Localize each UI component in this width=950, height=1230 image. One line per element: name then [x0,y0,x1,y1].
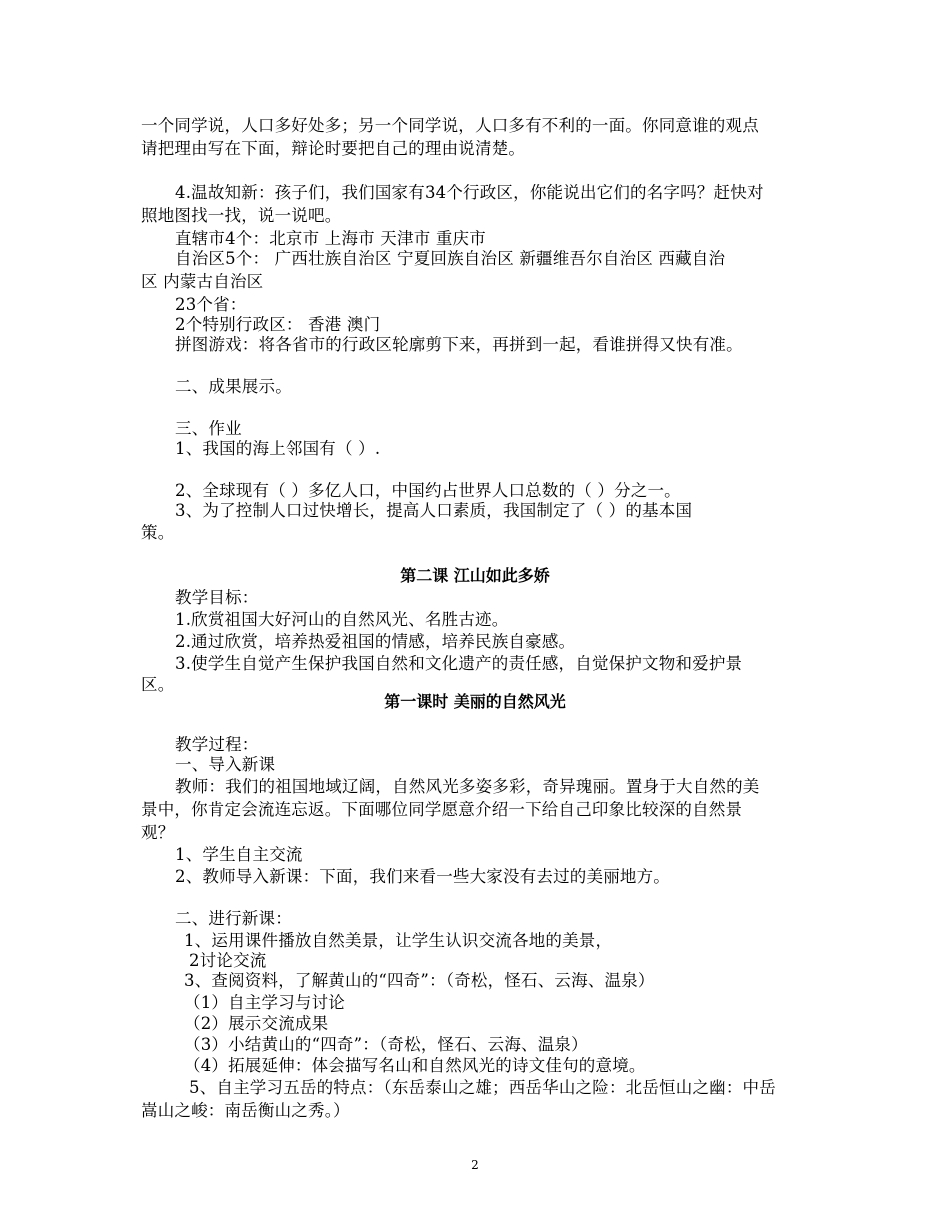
text-line: 一、导入新课 [175,755,276,774]
text-line: 1、运用课件播放自然美景，让学生认识交流各地的美景， [184,931,613,950]
text-line: 照地图找一找，说一说吧。 [141,206,342,225]
text-line: 拼图游戏：将各省市的行政区轮廓剪下来，再拼到一起，看谁拼得又快有准。 [175,335,743,354]
text-line: （3）小结黄山的“四奇”：（奇松，怪石、云海、温泉） [184,1035,588,1054]
text-line: 1、我国的海上邻国有（ ）. [175,439,381,458]
text-line: 请把理由写在下面，辩论时要把自己的理由说清楚。 [141,139,526,158]
text-line: 3.使学生自觉产生保护我国自然和文化遗产的责任感，自觉保护文物和爱护景 [175,654,743,673]
text-line: 2.通过欣赏，培养热爱祖国的情感，培养民族自豪感。 [175,632,576,651]
period-heading: 第一课时 美丽的自然风光 [384,692,566,711]
text-line: 4.温故知新：孩子们，我们国家有34个行政区，你能说出它们的名字吗？赶快对 [175,183,764,202]
text-line: 5、自主学习五岳的特点：（东岳泰山之雄；西岳华山之险：北岳恒山之幽：中岳 [189,1078,776,1097]
text-line: 景中，你肯定会流连忘返。下面哪位同学愿意介绍一下给自己印象比较深的自然景 [141,800,743,819]
text-line: 教学过程： [175,735,259,754]
text-line: 观？ [141,823,175,842]
text-line: 自治区5个： 广西壮族自治区 宁夏回族自治区 新疆维吾尔自治区 西藏自治 [175,249,726,268]
text-line: 1.欣赏祖国大好河山的自然风光、名胜古迹。 [175,610,509,629]
lesson-heading: 第二课 江山如此多娇 [400,566,550,585]
text-line: 教学目标： [175,588,259,607]
text-line: 2个特别行政区： 香港 澳门 [175,315,381,334]
text-line: 直辖市4个：北京市 上海市 天津市 重庆市 [175,229,486,248]
text-line: 3、为了控制人口过快增长，提高人口素质，我国制定了（ ）的基本国 [175,501,693,520]
text-line: （4）拓展延伸：体会描写名山和自然风光的诗文佳句的意境。 [184,1056,646,1075]
text-line: 二、成果展示。 [175,377,292,396]
text-line: 2讨论交流 [189,951,267,970]
text-line: 1、学生自主交流 [175,845,303,864]
text-line: 区。 [141,675,175,694]
text-line: 一个同学说，人口多好处多；另一个同学说，人口多有不利的一面。你同意谁的观点 [141,116,759,135]
text-line: 三、作业 [175,419,242,438]
text-line: 3、查阅资料，了解黄山的“四奇”：（奇松，怪石、云海、温泉） [184,971,655,990]
text-line: 策。 [141,523,175,542]
text-line: 2、教师导入新课：下面，我们来看一些大家没有去过的美丽地方。 [175,867,670,886]
text-line: 23个省： [175,295,247,314]
text-line: 二、进行新课： [175,909,292,928]
text-line: 2、全球现有（ ）多亿人口，中国约占世界人口总数的（ ）分之一。 [175,481,681,500]
text-line: （2）展示交流成果 [184,1014,329,1033]
text-line: 教师：我们的祖国地域辽阔，自然风光多姿多彩，奇异瑰丽。置身于大自然的美 [175,777,760,796]
text-line: 区 内蒙古自治区 [141,272,264,291]
page-number: 2 [471,1158,479,1172]
text-line: （1）自主学习与讨论 [184,993,345,1012]
text-line: 嵩山之峻：南岳衡山之秀。） [141,1101,350,1120]
